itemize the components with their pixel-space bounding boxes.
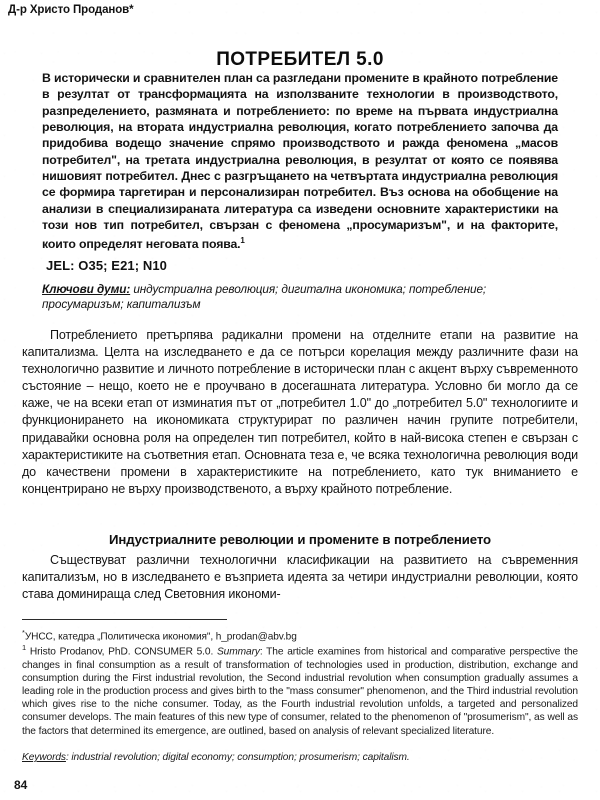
footnote-summary-head: Hristo Prodanov, PhD. CONSUMER 5.0. bbox=[29, 646, 217, 658]
section-heading: Индустриалните революции и промените в потреблението bbox=[108, 531, 491, 547]
body-text-block-2 bbox=[22, 552, 578, 603]
footnote-summary bbox=[22, 641, 578, 738]
paragraph: Съществуват различни технологични класификации на развитието на съвременния капитализъм, но в изследването е възприета идеята за четири индустриални революции, която става доминираща след Световния икономи- bbox=[22, 553, 578, 602]
keywords-value: индустриална революция; дигитална икономика; потребление; просумаризъм; капитализъм bbox=[42, 282, 487, 311]
abstract-text: В исторически и сравнителен план са разгледани промените в крайното потребление в резултат от трансформацията на използваните технологии в производството, разпределението, размяната и потреблението: по време на първата индустриална революция, на втората индустриална революция, когато потреблението започва да придобива водещо значение спрямо производството и ражда феномена „масов потребител", на третата индустриална революция, в резултат от която се появява нишовият потребител. Днес с разгръщането на четвъртата индустриална революция се формира таргетиран и персонализиран потребител. Въз основа на обобщение на анализи в специализираната литература са изведени основните характеристики на този нов тип потребител, свързан с феномена „просумаризъм", и на факторите, които определят неговата поява. bbox=[42, 71, 558, 252]
footnote-marker-one: 1 bbox=[22, 643, 27, 652]
footnote-keywords-label: Keywords bbox=[22, 752, 66, 763]
jel-codes: JEL: O35; E21; N10 bbox=[46, 258, 168, 273]
footnote-marker-asterisk: * bbox=[22, 628, 25, 637]
page-number: 84 bbox=[14, 778, 28, 792]
abstract-footnote-marker: 1 bbox=[240, 236, 245, 246]
keywords-label: Ключови думи: bbox=[42, 282, 131, 296]
footnote-separator-rule bbox=[22, 619, 227, 620]
footnote-keywords bbox=[22, 752, 578, 763]
body-text-block-1 bbox=[22, 327, 578, 498]
abstract-paragraph bbox=[42, 70, 558, 253]
page-title: ПОТРЕБИТЕЛ 5.0 bbox=[216, 48, 384, 70]
footnote-summary-label: Summary bbox=[216, 646, 260, 658]
paragraph: Потреблението претърпява радикални промени на отделните етапи на развитие на капитализма. Целта на изследването е да се потърси корелация между различните фази на технологично развитие и личното потребление в исторически план с акцент върху съвременното състояние – нещо, което не е проучвано в досегашната литература. Условно би могло да се каже, че на всеки етап от изминатия път от „потребител 1.0" до „потребител 5.0" технологиите и функционирането на икономиката структурират по различен начин групите потребители, придавайки основна роля на определен тип потребител, който в най-висока степен е свързан с характеристиките на съответния етап. Основната теза е, че всяка технологична революция води до качествени промени в характеристиките на потреблението, като тук вниманието е концентрирано не върху производственото, а върху крайното потребление. bbox=[22, 328, 578, 496]
keywords-line bbox=[42, 282, 558, 312]
footnote-affiliation-text: УНСС, катедра „Политическа икономия", h_prodan@abv.bg bbox=[24, 631, 297, 643]
author-line: Д-р Христо Проданов* bbox=[8, 4, 134, 16]
footnote-summary-text: : The article examines from historical and comparative perspective the changes in final consumption as a result of transformation of technologies used in production, distribution, exchange and consumption during the First industrial revolution, the Second industrial revolution when consumption gradually assumes a leading role in the production process and gives birth to the "mass consumer" phenomenon, and the Third industrial revolution which gives rise to the niche consumer. Today, as the Fourth industrial revolution unfolds, a targeted and personalized consumer develops. The main features of this new type of consumer, related to the phenomenon of "prosumerism", as well as the factors that determined its emergence, are outlined, based on analysis of relevant specialized literature. bbox=[22, 646, 578, 737]
footnote-keywords-value: : industrial revolution; digital economy; consumption; prosumerism; capitalism. bbox=[65, 752, 410, 763]
